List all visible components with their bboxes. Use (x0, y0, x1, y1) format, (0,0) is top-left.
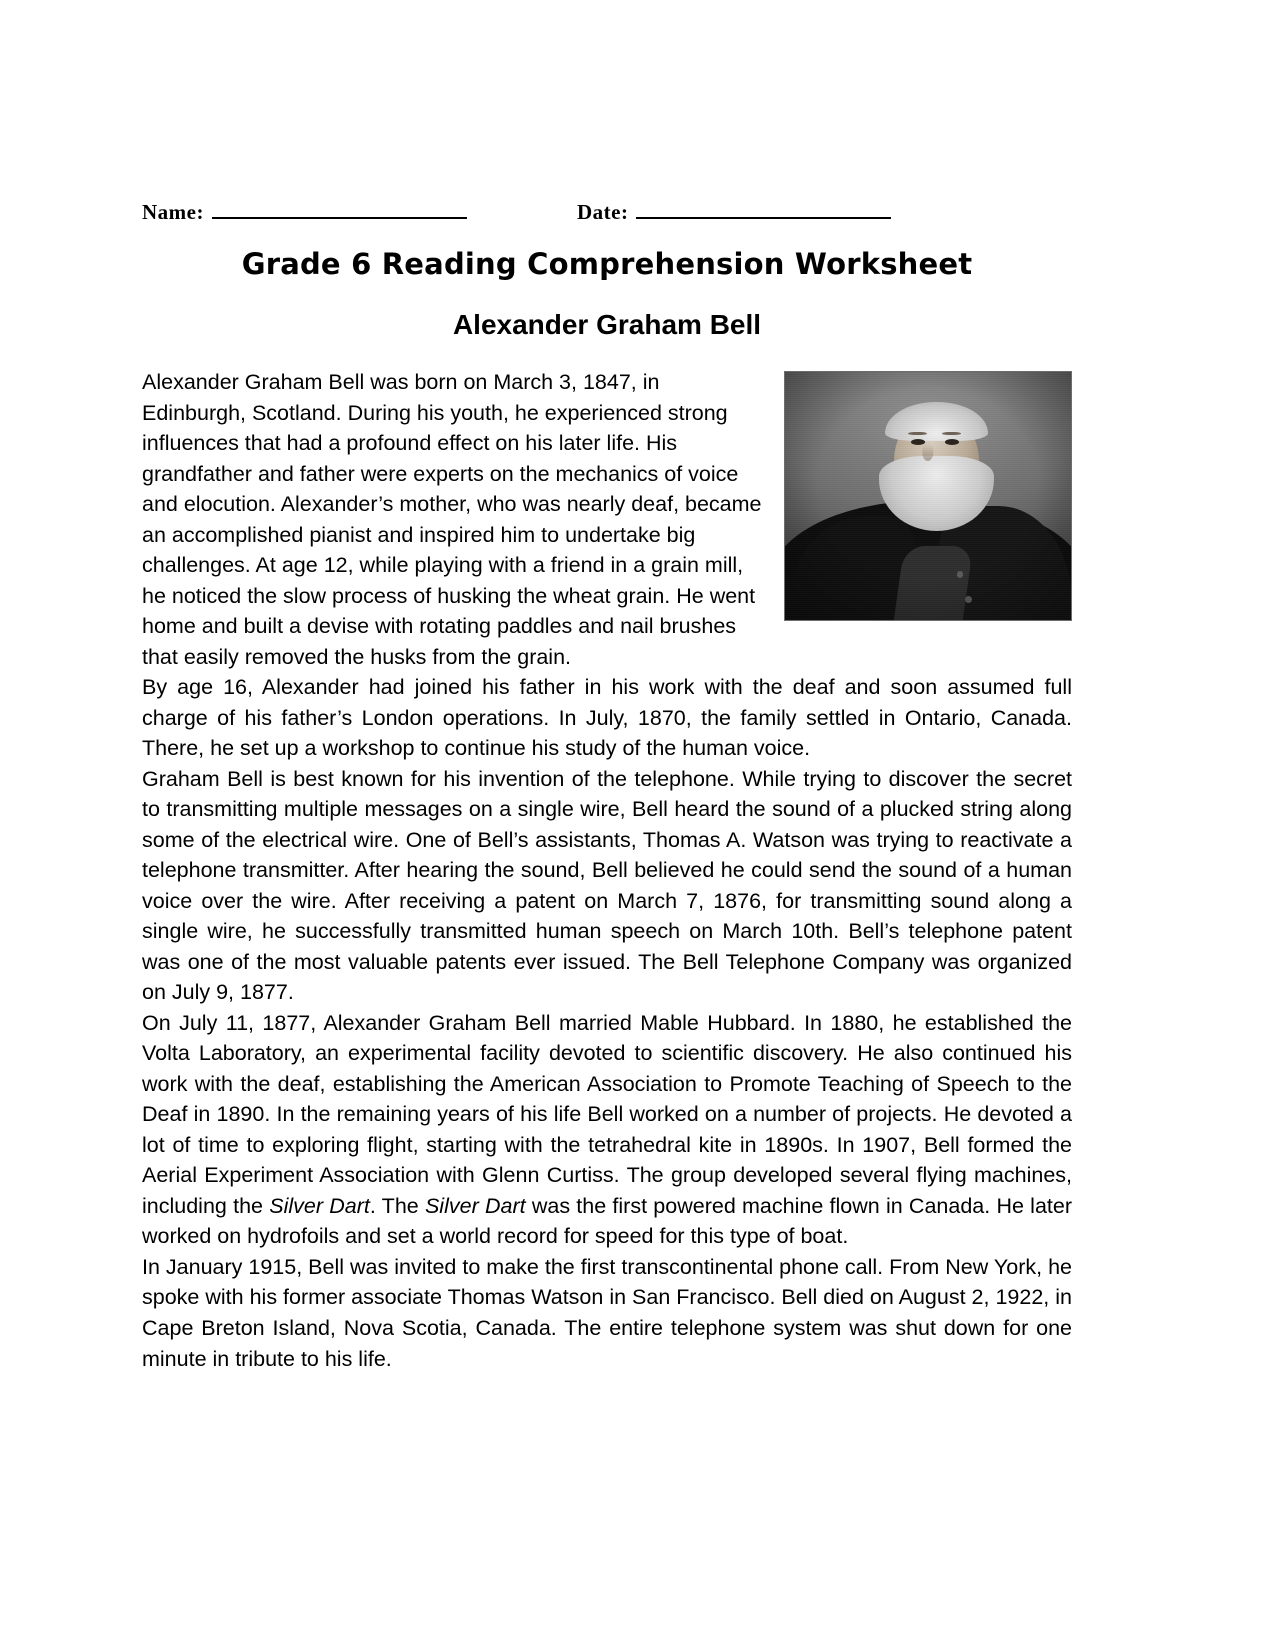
worksheet-title: Grade 6 Reading Comprehension Worksheet (241, 247, 973, 281)
date-field[interactable] (577, 200, 891, 225)
paragraph-4 (142, 1008, 1072, 1252)
date-input-line[interactable] (636, 201, 891, 219)
paragraph-1: Alexander Graham Bell was born on March 3, 1847, in Edinburgh, Scotland. During his youth, he experienced strong influences that had a profound effect on his later life. His grandfather and father were experts on the mechanics of voice and elocution. Alexander’s mother, who was nearly deaf, became an accomplished pianist and inspired him to undertake big challenges. At age 12, while playing with a friend in a grain mill, he noticed the slow process of husking the wheat grain. He went home and built a devise with rotating paddles and nail brushes that easily removed the husks from the grain. (142, 370, 762, 669)
passage-body (142, 367, 1072, 1374)
paragraph-3: Graham Bell is best known for his invention of the telephone. While trying to discover the secret to transmitting multiple messages on a single wire, Bell heard the sound of a plucked string along some of the electrical wire. One of Bell’s assistants, Thomas A. Watson was trying to reactivate a telephone transmitter. After hearing the sound, Bell believed he could send the sound of a human voice over the wire. After receiving a patent on March 7, 1876, for transmitting sound along a single wire, he successfully transmitted human speech on March 10th. Bell’s telephone patent was one of the most valuable patents ever issued. The Bell Telephone Company was organized on July 9, 1877. (142, 766, 1072, 1005)
bell-portrait-image (784, 371, 1072, 621)
passage-title: Alexander Graham Bell (452, 309, 762, 340)
portrait-grain-overlay (785, 372, 1071, 620)
name-label: Name: (142, 200, 204, 224)
name-field[interactable] (142, 200, 467, 225)
name-input-line[interactable] (212, 201, 467, 219)
name-date-row (142, 200, 1072, 225)
paragraph-4-text-a: On July 11, 1877, Alexander Graham Bell married Mable Hubbard. In 1880, he established the Volta Laboratory, an experimental facility devoted to scientific discovery. He also continued his work with the deaf, establishing the American Association to Promote Teaching of Speech to the Deaf in 1890. In the remaining years of his life Bell worked on a number of projects. He devoted a lot of time to exploring flight, starting with the tetrahedral kite in 1890s. In 1907, Bell formed the Aerial Experiment Association with Glenn Curtiss. The group developed several flying machines, including the (142, 1010, 1072, 1218)
paragraph-4-text-b: . The (369, 1193, 425, 1218)
paragraph-4-text-c: was the first powered machine flown in Canada. He later worked on hydrofoils and set a world record for speed for this type of boat. (142, 1193, 1072, 1249)
page-content (142, 200, 1072, 1374)
silver-dart-title-first: Silver Dart (269, 1193, 370, 1218)
paragraph-5: In January 1915, Bell was invited to make the first transcontinental phone call. From New York, he spoke with his former associate Thomas Watson in San Francisco. Bell died on August 2, 1922, in Cape Breton Island, Nova Scotia, Canada. The entire telephone system was shut down for one minute in tribute to his life. (142, 1254, 1072, 1371)
silver-dart-title-second: Silver Dart (424, 1193, 526, 1218)
date-label: Date: (576, 200, 629, 224)
paragraph-2: By age 16, Alexander had joined his father in his work with the deaf and soon assumed full charge of his father’s London operations. In July, 1870, the family settled in Ontario, Canada. There, he set up a workshop to continue his study of the human voice. (142, 675, 1072, 761)
